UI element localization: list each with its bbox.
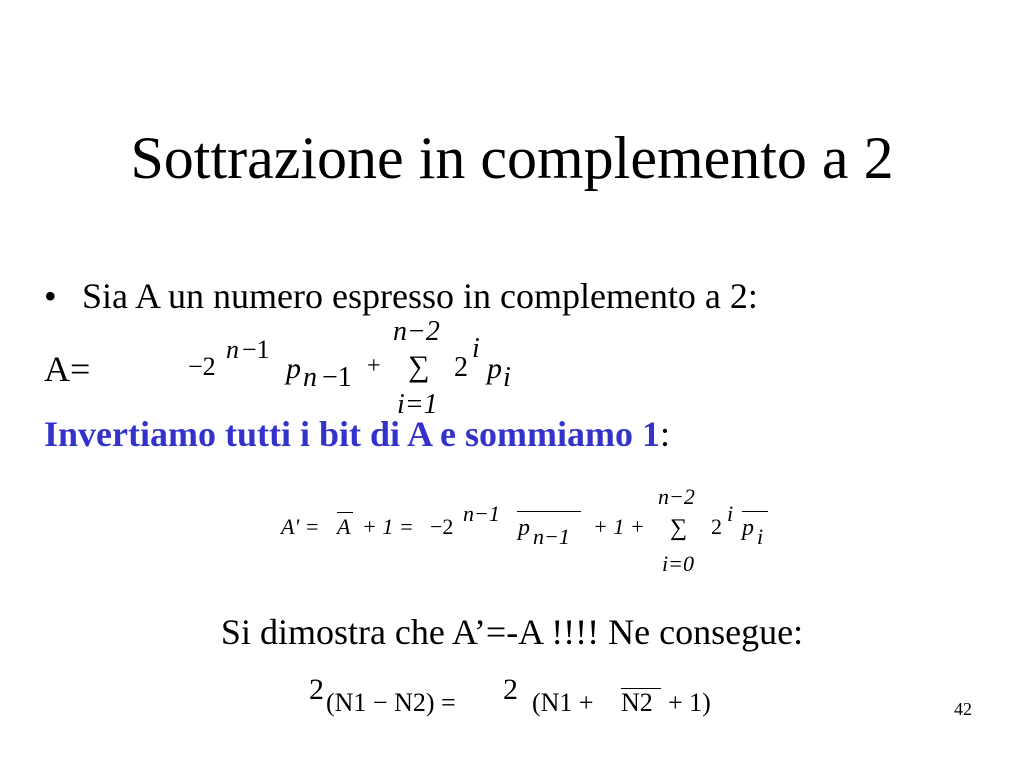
f3-right-open: (N1 + bbox=[532, 688, 594, 717]
f1-sub-i: i bbox=[503, 362, 511, 393]
f1-sub-n: n bbox=[303, 362, 317, 393]
f2-p-overline bbox=[517, 511, 581, 512]
f3-right-close: + 1) bbox=[668, 688, 711, 717]
bullet-item bbox=[44, 278, 758, 314]
f2-two: 2 bbox=[711, 514, 722, 539]
bullet-icon: • bbox=[44, 276, 57, 316]
sigma-icon-2: ∑ bbox=[670, 515, 688, 541]
f2-sum-top: n−2 bbox=[658, 484, 695, 509]
f3-left-expr: (N1 − N2) = bbox=[326, 688, 456, 717]
f2-a-overline bbox=[337, 512, 353, 513]
invert-colon: : bbox=[659, 414, 670, 454]
f2-sub-i: i bbox=[757, 524, 764, 549]
a-label: A= bbox=[44, 349, 91, 389]
f1-p2: p bbox=[487, 352, 502, 385]
f2-sub: n−1 bbox=[533, 524, 570, 549]
f2-exp: n−1 bbox=[463, 501, 500, 526]
bullet-text: Sia A un numero espresso in complemento a 2: bbox=[82, 276, 758, 316]
f1-two: 2 bbox=[454, 352, 468, 383]
f1-minus-two: −2 bbox=[188, 352, 216, 381]
f1-sum-bottom: i=1 bbox=[397, 389, 438, 420]
f1-exp-minus1: −1 bbox=[242, 335, 270, 364]
f1-exp-n: n bbox=[226, 335, 239, 364]
f2-p: p bbox=[518, 515, 530, 541]
f2-exp-i: i bbox=[727, 501, 734, 526]
f1-sum-top: n−2 bbox=[393, 316, 440, 347]
f2-p2: p bbox=[742, 515, 754, 541]
f1-sub-minus1: −1 bbox=[322, 362, 352, 393]
f2-sum-bottom: i=0 bbox=[662, 551, 694, 576]
f1-p: p bbox=[286, 352, 301, 385]
f3-base-right: 2 bbox=[503, 673, 518, 706]
f3-n2-bar: N2 bbox=[621, 688, 653, 717]
f2-minus-two: −2 bbox=[430, 514, 454, 539]
page-number: 42 bbox=[954, 699, 972, 719]
f1-exp-i: i bbox=[472, 333, 480, 364]
f2-plus-one: + 1 = bbox=[362, 514, 414, 539]
proof-text: Si dimostra che A’=-A !!!! Ne consegue: bbox=[220, 612, 804, 652]
slide-title: Sottrazione in complemento a 2 bbox=[130, 125, 894, 191]
f2-a-prime: A' = bbox=[281, 514, 320, 539]
sigma-icon: ∑ bbox=[408, 350, 430, 383]
invert-instruction bbox=[44, 416, 670, 452]
f3-base-left: 2 bbox=[309, 673, 324, 706]
f2-plus-one-2: + 1 + bbox=[593, 514, 645, 539]
f2-a-bar: A bbox=[337, 514, 351, 539]
f1-plus: + bbox=[367, 353, 381, 379]
f2-p2-overline bbox=[742, 511, 768, 512]
invert-text: Invertiamo tutti i bit di A e sommiamo 1 bbox=[44, 414, 660, 454]
